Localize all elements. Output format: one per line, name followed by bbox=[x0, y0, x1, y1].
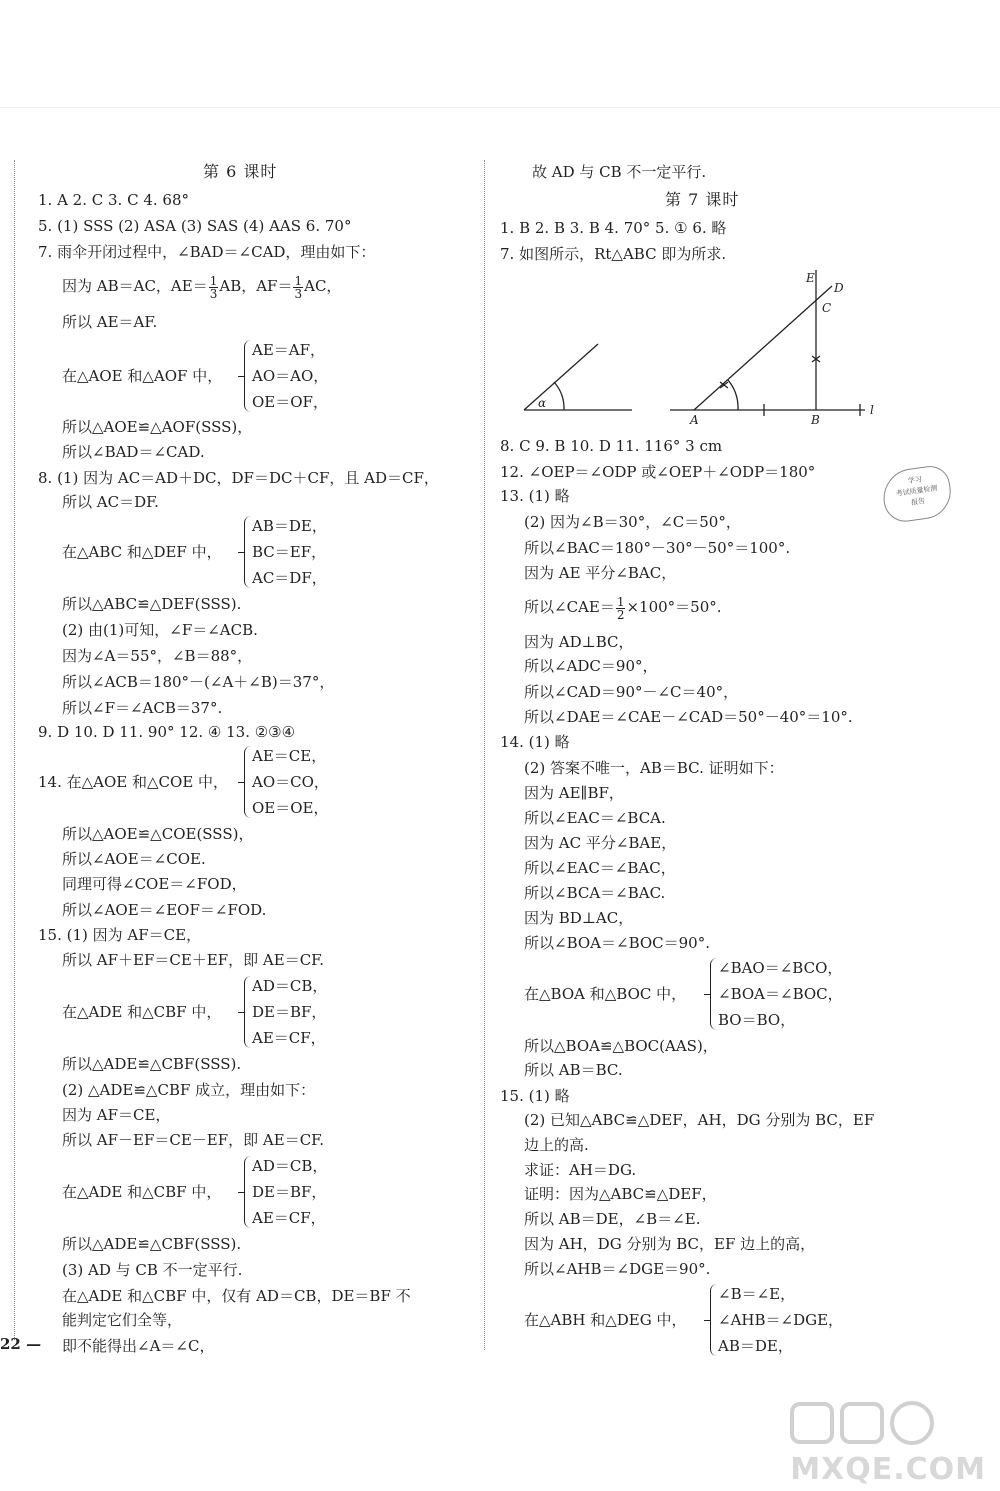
answer-line: 所以△ABC≌△DEF(SSS). bbox=[62, 595, 242, 613]
watermark-text: MXQE.COM bbox=[790, 1452, 986, 1487]
answer-line: 所以∠BCA＝∠BAC. bbox=[524, 884, 666, 902]
answer-line: 边上的高. bbox=[524, 1136, 589, 1154]
answer-line: 因为∠A＝55°，∠B＝88°， bbox=[62, 647, 253, 665]
system-brace bbox=[244, 516, 251, 588]
system-eq: AE＝CF， bbox=[252, 1209, 326, 1227]
answer-line: 所以 AF＋EF＝CE＋EF，即 AE＝CF. bbox=[62, 951, 325, 969]
top-rule bbox=[0, 107, 1000, 108]
system-eq: OE＝OF， bbox=[252, 393, 328, 411]
answer-line-fraction bbox=[524, 595, 722, 621]
label-c: C bbox=[822, 301, 832, 315]
system-lead: 在△ABC 和△DEF 中， bbox=[62, 543, 222, 561]
answer-line: 因为 AC 平分∠BAE， bbox=[524, 834, 677, 852]
system-brace bbox=[244, 340, 251, 412]
left-margin-dots bbox=[14, 160, 15, 1340]
answer-line: 所以∠BAD＝∠CAD. bbox=[62, 443, 205, 461]
text: AC， bbox=[304, 277, 342, 295]
system-brace bbox=[710, 958, 717, 1030]
denominator: 3 bbox=[209, 286, 218, 301]
answer-line: 所以∠EAC＝∠BCA. bbox=[524, 809, 666, 827]
answer-line: 因为 AH，DG 分别为 BC，EF 边上的高， bbox=[524, 1235, 816, 1253]
answer-line: 所以△ADE≌△CBF(SSS). bbox=[62, 1055, 242, 1073]
label-b: B bbox=[811, 413, 820, 427]
answer-line: 8. C 9. B 10. D 11. 116° 3 cm bbox=[500, 437, 723, 455]
system-eq: ∠B＝∠E， bbox=[718, 1285, 796, 1303]
system-lead: 在△BOA 和△BOC 中， bbox=[524, 985, 687, 1003]
answer-line: (2) 答案不唯一，AB＝BC. 证明如下： bbox=[524, 759, 784, 777]
system-eq: ∠BAO＝∠BCO， bbox=[718, 959, 843, 977]
system-eq: BO＝BO， bbox=[718, 1011, 796, 1029]
answer-line: 所以∠AHB＝∠DGE＝90°. bbox=[524, 1260, 711, 1278]
numerator: 1 bbox=[616, 594, 625, 609]
answer-line: 所以△AOE≌△COE(SSS)， bbox=[62, 825, 254, 843]
answer-line: 所以 AC＝DF. bbox=[62, 493, 159, 511]
answer-line: 1. A 2. C 3. C 4. 68° bbox=[38, 191, 189, 209]
answer-line: 所以∠EAC＝∠BAC， bbox=[524, 859, 676, 877]
system-eq: AB＝DE， bbox=[718, 1337, 793, 1355]
answer-line: 故 AD 与 CB 不一定平行. bbox=[532, 163, 707, 181]
answer-line: 所以∠ACB＝180°－(∠A＋∠B)＝37°， bbox=[62, 673, 335, 691]
answer-line: 所以∠F＝∠ACB＝37°. bbox=[62, 699, 223, 717]
answer-line: 所以 AB＝BC. bbox=[524, 1061, 623, 1079]
answer-line: 所以∠ADC＝90°， bbox=[524, 657, 658, 675]
answer-line: 所以∠CAD＝90°－∠C＝40°， bbox=[524, 683, 739, 701]
answer-line: 求证：AH＝DG. bbox=[524, 1161, 637, 1179]
denominator: 2 bbox=[616, 607, 625, 622]
column-divider-dots bbox=[484, 160, 485, 1350]
hypotenuse-line bbox=[694, 286, 832, 410]
label-a: A bbox=[690, 413, 699, 427]
answer-line: 所以∠AOE＝∠EOF＝∠FOD. bbox=[62, 901, 267, 919]
answer-line: 因为 AF＝CE， bbox=[62, 1106, 171, 1124]
text: AB，AF＝ bbox=[219, 277, 293, 295]
page-number: 22 — bbox=[0, 1335, 42, 1353]
fraction bbox=[616, 596, 626, 621]
stamp-line: 考试质量检测 bbox=[895, 484, 938, 498]
answer-line: 7. 雨伞开闭过程中，∠BAD＝∠CAD，理由如下： bbox=[38, 243, 376, 261]
answer-line: 14. (1) 略 bbox=[500, 733, 570, 751]
answer-line: 所以 AF－EF＝CE－EF，即 AE＝CF. bbox=[62, 1131, 325, 1149]
system-eq: AO＝AO， bbox=[252, 367, 329, 385]
section-title: 第 6 课时 bbox=[203, 162, 278, 181]
answer-line: 所以∠AOE＝∠COE. bbox=[62, 850, 206, 868]
system-brace bbox=[244, 1156, 251, 1228]
stamp-line: 学习 bbox=[907, 475, 923, 486]
system-lead: 在△ABH 和△DEG 中， bbox=[524, 1311, 687, 1329]
answer-line: 所以△ADE≌△CBF(SSS). bbox=[62, 1235, 242, 1253]
answer-line: 所以∠DAE＝∠CAE－∠CAD＝50°－40°＝10°. bbox=[524, 708, 853, 726]
label-alpha: α bbox=[538, 396, 547, 410]
answer-line: 在△ADE 和△CBF 中，仅有 AD＝CB，DE＝BF 不 bbox=[62, 1287, 411, 1305]
answer-line: 即不能得出∠A＝∠C， bbox=[62, 1337, 215, 1355]
system-lead: 14. 在△AOE 和△COE 中， bbox=[38, 773, 229, 791]
text: 因为 AB＝AC，AE＝ bbox=[62, 277, 208, 295]
system-lead: 在△ADE 和△CBF 中， bbox=[62, 1003, 222, 1021]
watermark bbox=[790, 1398, 986, 1487]
answer-line: 所以∠BOA＝∠BOC＝90°. bbox=[524, 934, 710, 952]
system-eq: AD＝CB， bbox=[252, 977, 328, 995]
text: 所以∠CAE＝ bbox=[524, 598, 615, 616]
answer-line: 8. (1) 因为 AC＝AD＋DC，DF＝DC＋CF，且 AD＝CF， bbox=[38, 469, 439, 487]
answer-line: 因为 AD⊥BC， bbox=[524, 633, 634, 651]
answer-line: (2) 已知△ABC≌△DEF，AH，DG 分别为 BC，EF bbox=[524, 1111, 875, 1129]
denominator: 3 bbox=[294, 286, 303, 301]
answer-line: (2) 由(1)可知，∠F＝∠ACB. bbox=[62, 621, 258, 639]
answer-line: 12. ∠OEP＝∠ODP 或∠OEP＋∠ODP＝180° bbox=[500, 463, 816, 481]
system-eq: DE＝BF， bbox=[252, 1003, 327, 1021]
answer-line: 所以∠BAC＝180°－30°－50°＝100°. bbox=[524, 539, 791, 557]
answer-line: 所以 AB＝DE，∠B＝∠E. bbox=[524, 1210, 701, 1228]
system-eq: ∠BOA＝∠BOC， bbox=[718, 985, 843, 1003]
label-d: D bbox=[834, 281, 844, 295]
answer-line: 所以△AOE≌△AOF(SSS)， bbox=[62, 418, 253, 436]
system-eq: AD＝CB， bbox=[252, 1157, 328, 1175]
fraction bbox=[293, 275, 303, 300]
answer-line: 因为 BD⊥AC， bbox=[524, 909, 634, 927]
answer-line: 所以 AE＝AF. bbox=[62, 313, 158, 331]
answer-line: 证明：因为△ABC≌△DEF， bbox=[524, 1185, 717, 1203]
answer-line: 同理可得∠COE＝∠FOD， bbox=[62, 875, 247, 893]
answer-line: 15. (1) 略 bbox=[500, 1087, 570, 1105]
section-title: 第 7 课时 bbox=[665, 190, 740, 209]
numerator: 1 bbox=[294, 273, 303, 288]
angle-ray-side bbox=[524, 344, 598, 410]
page-number-text: 22 bbox=[0, 1335, 21, 1353]
watermark-logo-icon bbox=[790, 1398, 940, 1448]
system-eq: AE＝CF， bbox=[252, 1029, 326, 1047]
system-brace bbox=[710, 1284, 717, 1356]
system-brace bbox=[244, 746, 251, 818]
answer-line: 15. (1) 因为 AF＝CE， bbox=[38, 926, 202, 944]
answer-line: 13. (1) 略 bbox=[500, 487, 570, 505]
answer-line: 7. 如图所示，Rt△ABC 即为所求. bbox=[500, 245, 727, 263]
system-eq: DE＝BF， bbox=[252, 1183, 327, 1201]
system-eq: AB＝DE， bbox=[252, 517, 327, 535]
angle-arc bbox=[554, 382, 564, 410]
system-eq: AC＝DF， bbox=[252, 569, 327, 587]
answer-line: 所以△BOA≌△BOC(AAS)， bbox=[524, 1037, 718, 1055]
system-eq: AE＝AF， bbox=[252, 341, 326, 359]
system-eq: ∠AHB＝∠DGE， bbox=[718, 1311, 844, 1329]
answer-line-fractions bbox=[62, 274, 341, 300]
answer-line: 9. D 10. D 11. 90° 12. ④ 13. ②③④ bbox=[38, 723, 296, 741]
construction-arc bbox=[728, 380, 738, 410]
system-eq: AE＝CE， bbox=[252, 747, 327, 765]
system-eq: AO＝CO， bbox=[252, 773, 329, 791]
answer-line: (2) 因为∠B＝30°，∠C＝50°， bbox=[524, 513, 741, 531]
text: ×100°＝50°. bbox=[626, 598, 722, 616]
construction-figure bbox=[520, 268, 920, 428]
system-eq: OE＝OE， bbox=[252, 799, 329, 817]
system-brace bbox=[244, 976, 251, 1048]
system-lead: 在△ADE 和△CBF 中， bbox=[62, 1183, 222, 1201]
label-e: E bbox=[806, 271, 815, 285]
numerator: 1 bbox=[209, 273, 218, 288]
fraction bbox=[209, 275, 219, 300]
answer-line: (2) △ADE≌△CBF 成立，理由如下： bbox=[62, 1081, 316, 1099]
quality-stamp bbox=[880, 464, 955, 525]
answer-line: (3) AD 与 CB 不一定平行. bbox=[62, 1261, 243, 1279]
answer-line: 因为 AE 平分∠BAC， bbox=[524, 564, 677, 582]
answer-line: 因为 AE∥BF， bbox=[524, 784, 624, 802]
answer-line: 1. B 2. B 3. B 4. 70° 5. ① 6. 略 bbox=[500, 219, 727, 237]
stamp-line: 报告 bbox=[910, 496, 926, 507]
system-eq: BC＝EF， bbox=[252, 543, 327, 561]
label-l: l bbox=[870, 403, 874, 417]
system-lead: 在△AOE 和△AOF 中， bbox=[62, 367, 223, 385]
answer-line: 能判定它们全等， bbox=[62, 1311, 183, 1329]
answer-line: 5. (1) SSS (2) ASA (3) SAS (4) AAS 6. 70° bbox=[38, 217, 352, 235]
